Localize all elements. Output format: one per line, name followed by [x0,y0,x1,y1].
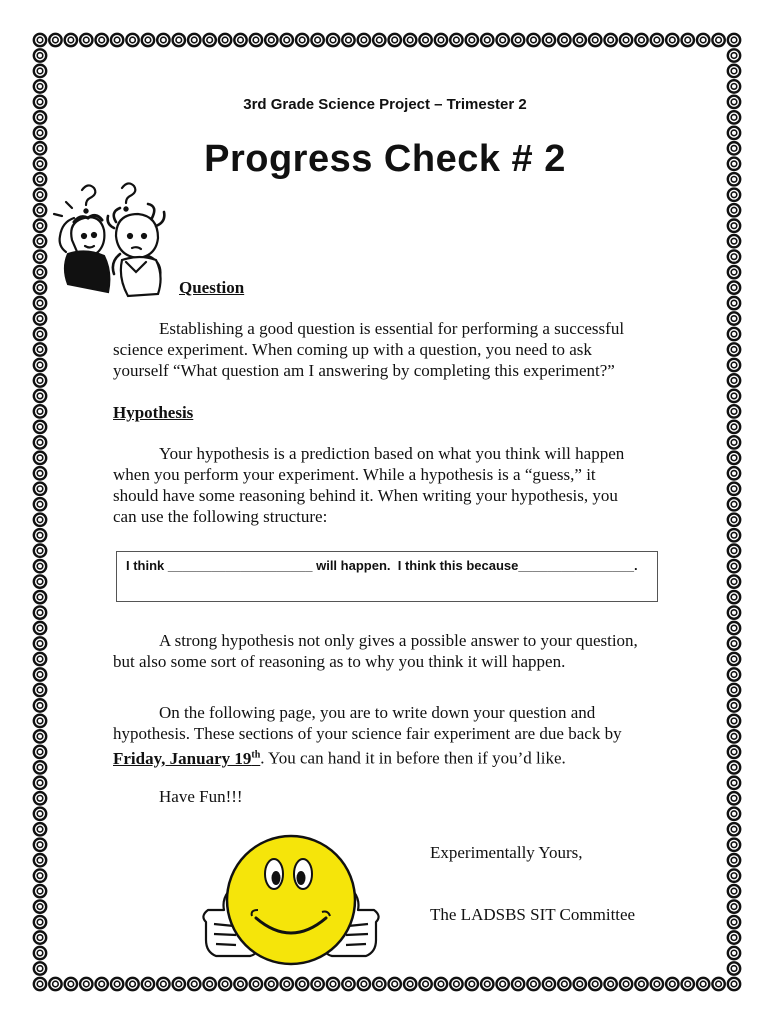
strong-hypothesis-paragraph [113,630,673,672]
strong-line-2: but also some sort of reasoning as to why you think it will happen. [113,652,566,671]
signoff-salutation: Experimentally Yours, [430,843,583,862]
question-line-1: Establishing a good question is essential for performing a successful [159,319,625,338]
hypothesis-template: I think ____________________ will happen. I think this because________________. [126,558,638,573]
project-header: 3rd Grade Science Project – Trimester 2 [243,96,527,113]
due-line-2: hypothesis. These sections of your science fair experiment are due back by [113,724,622,743]
page-title: Progress Check # 2 [204,138,566,180]
hypothesis-template-box [116,551,658,602]
due-line-3: . You can hand it in before then if you’d like. [260,748,566,768]
hypothesis-line-1: Your hypothesis is a prediction based on what you think will happen [159,444,625,463]
due-date-paragraph [113,702,693,769]
closing-paragraph [113,786,673,807]
hypothesis-heading: Hypothesis [113,403,194,422]
hypothesis-paragraph [113,443,673,527]
strong-line-1: A strong hypothesis not only gives a possible answer to your question, [159,631,638,650]
hypothesis-line-4: can use the following structure: [113,507,328,526]
signoff-committee: The LADSBS SIT Committee [430,905,636,924]
thinking-kids-clipart [52,178,170,300]
hypothesis-line-2: when you perform your experiment. While a hypothesis is a “guess,” it [113,465,596,484]
question-line-2: science experiment. When coming up with a question, you need to ask [113,340,592,359]
question-line-3: yourself “What question am I answering by completing this experiment?” [113,361,615,380]
thumbs-up-smiley [196,826,386,976]
hypothesis-line-3: should have some reasoning behind it. When writing your hypothesis, you [113,486,618,505]
question-paragraph [113,318,673,381]
due-line-1: On the following page, you are to write down your question and [159,703,596,722]
question-heading: Question [179,278,245,297]
have-fun-text: Have Fun!!! [159,787,243,806]
due-date: Friday, January 19th [113,748,261,768]
